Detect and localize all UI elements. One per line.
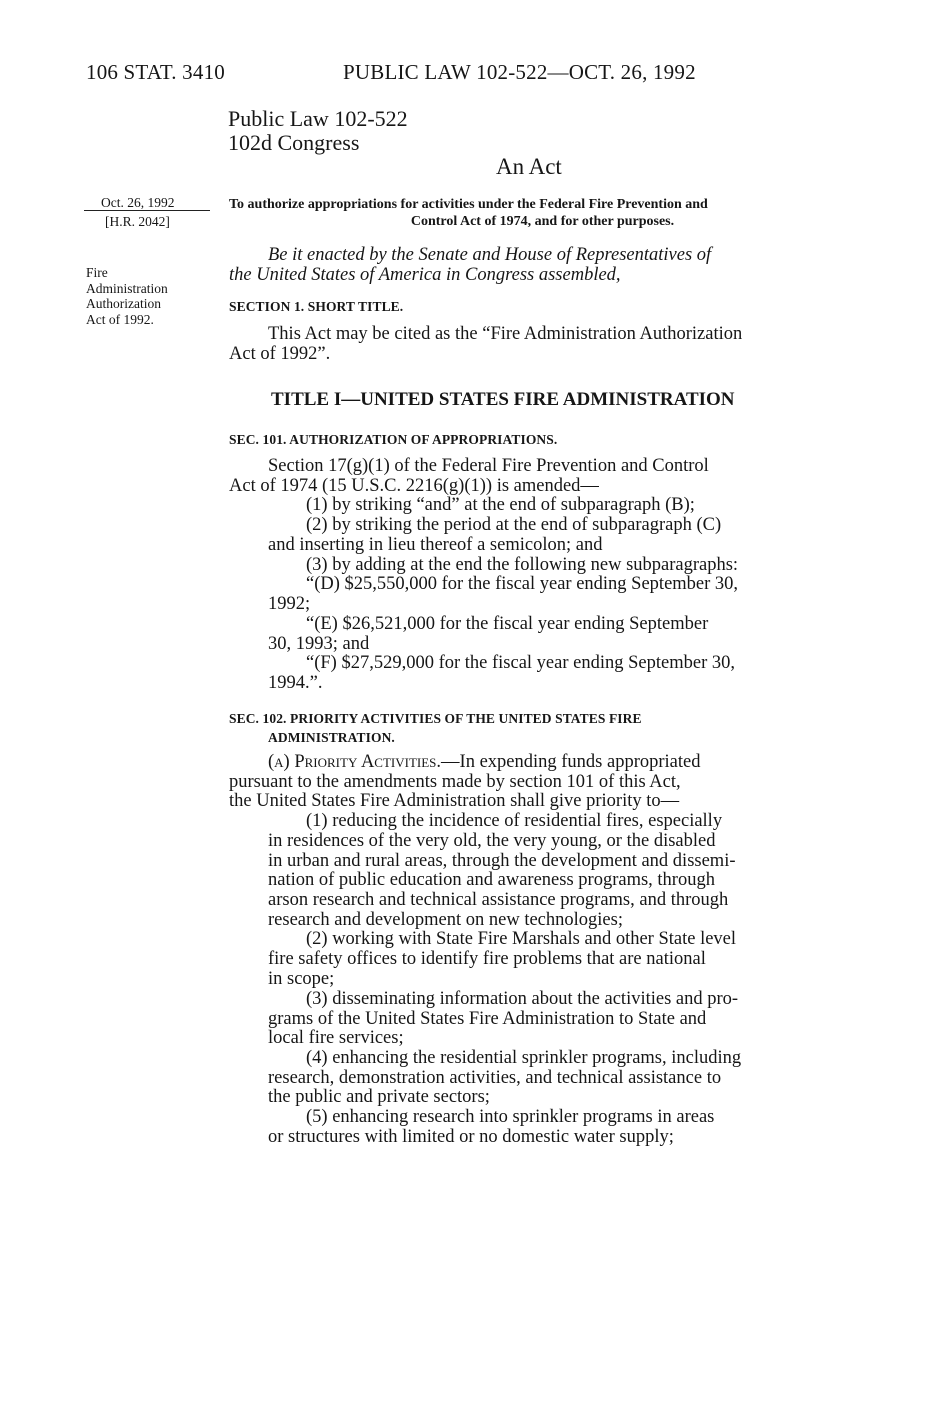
body-line-text: —In expending funds appropriated xyxy=(441,752,701,772)
body-line: grams of the United States Fire Administration to State and xyxy=(268,1009,707,1029)
body-line: “(F) $27,529,000 for the fiscal year ending September 30, xyxy=(306,653,735,673)
body-line: and inserting in lieu thereof a semicolon; and xyxy=(268,535,603,555)
body-line: (3) by adding at the end the following new subparagraphs: xyxy=(306,555,739,575)
body-line: “(D) $25,550,000 for the fiscal year ending September 30, xyxy=(306,574,739,594)
body-line xyxy=(268,753,856,773)
body-line: the public and private sectors; xyxy=(268,1087,490,1107)
enacting-clause-line: Be it enacted by the Senate and House of Representatives of xyxy=(268,245,712,265)
margin-note-rule xyxy=(84,210,210,211)
body-line: (5) enhancing research into sprinkler programs in areas xyxy=(306,1107,715,1127)
section-101-heading: SEC. 101. AUTHORIZATION OF APPROPRIATIONS. xyxy=(229,432,558,447)
body-line: (1) reducing the incidence of residential fires, especially xyxy=(306,811,723,831)
body-line: in scope; xyxy=(268,969,335,989)
margin-note-line: Authorization xyxy=(86,296,161,311)
body-line: arson research and technical assistance programs, and through xyxy=(268,890,729,910)
body-line: local fire services; xyxy=(268,1028,404,1048)
body-line: research, demonstration activities, and technical assistance to xyxy=(268,1068,722,1088)
body-line: Section 17(g)(1) of the Federal Fire Prevention and Control xyxy=(268,456,709,476)
body-line: Act of 1974 (15 U.S.C. 2216(g)(1)) is amended— xyxy=(229,476,599,496)
law-number: Public Law 102-522 xyxy=(228,106,408,131)
body-line: (1) by striking “and” at the end of subparagraph (B); xyxy=(306,495,695,515)
margin-note-date: Oct. 26, 1992 xyxy=(101,195,175,210)
purpose-line: To authorize appropriations for activities under the Federal Fire Prevention and xyxy=(229,197,708,212)
body-line: (2) working with State Fire Marshals and other State level xyxy=(306,929,737,949)
body-line: This Act may be cited as the “Fire Administration Authorization xyxy=(268,324,743,344)
stat-page-number: 106 STAT. 3410 xyxy=(86,60,225,84)
subsection-a-label: (a) Priority Activities. xyxy=(268,752,442,772)
margin-note-bill: [H.R. 2042] xyxy=(105,214,170,229)
enacting-clause-line: the United States of America in Congress assembled, xyxy=(229,265,621,285)
body-line: 1992; xyxy=(268,594,311,614)
body-line: (4) enhancing the residential sprinkler programs, including xyxy=(306,1048,742,1068)
body-line: 30, 1993; and xyxy=(268,634,370,654)
body-line: “(E) $26,521,000 for the fiscal year ending September xyxy=(306,614,709,634)
section-1-heading: SECTION 1. SHORT TITLE. xyxy=(229,299,404,314)
section-102-heading: ADMINISTRATION. xyxy=(268,730,395,745)
body-line: or structures with limited or no domestic water supply; xyxy=(268,1127,674,1147)
congress: 102d Congress xyxy=(228,130,360,155)
body-line: Act of 1992”. xyxy=(229,344,331,364)
body-line: research and development on new technologies; xyxy=(268,910,623,930)
margin-note-short-title xyxy=(86,265,168,327)
purpose-line: Control Act of 1974, and for other purposes. xyxy=(410,214,675,229)
body-line: the United States Fire Administration shall give priority to— xyxy=(229,791,680,811)
body-line: 1994.”. xyxy=(268,673,323,693)
section-102-heading: SEC. 102. PRIORITY ACTIVITIES OF THE UNITED STATES FIRE xyxy=(229,711,642,726)
an-act-heading: An Act xyxy=(496,154,562,179)
body-line: pursuant to the amendments made by section 101 of this Act, xyxy=(229,772,681,792)
purpose-clause xyxy=(229,196,856,230)
margin-note-line: Administration xyxy=(86,280,168,296)
body-line: nation of public education and awareness programs, through xyxy=(268,870,715,890)
body-line: in urban and rural areas, through the development and dissemi- xyxy=(268,851,736,871)
title-heading: TITLE I—UNITED STATES FIRE ADMINISTRATION xyxy=(271,389,735,410)
running-head-law-date: PUBLIC LAW 102-522—OCT. 26, 1992 xyxy=(343,60,696,84)
margin-note-line: Fire xyxy=(86,265,108,280)
body-line: (2) by striking the period at the end of subparagraph (C) xyxy=(306,515,722,535)
body-line: (3) disseminating information about the activities and pro- xyxy=(306,989,739,1009)
margin-note-line: Act of 1992. xyxy=(86,311,154,327)
body-line: fire safety offices to identify fire problems that are national xyxy=(268,949,706,969)
body-line: in residences of the very old, the very young, or the disabled xyxy=(268,831,716,851)
